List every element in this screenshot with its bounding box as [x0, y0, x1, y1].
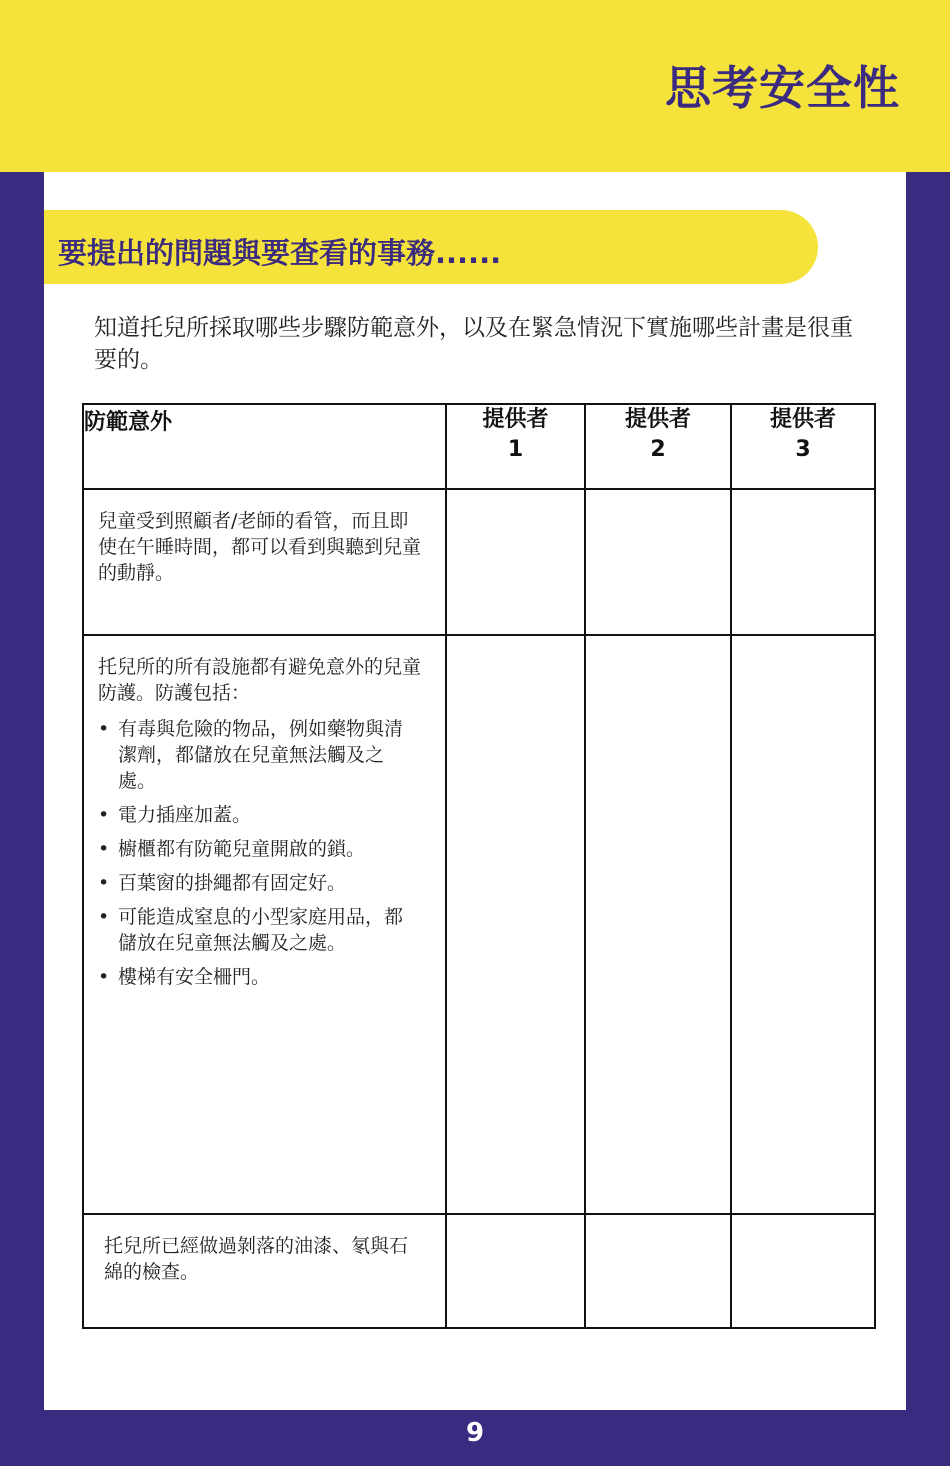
table-row: [83, 1214, 875, 1328]
safety-checklist-table: [82, 403, 876, 1329]
table-header-row: [83, 404, 875, 489]
bullet-item: • 電力插座加蓋。: [98, 804, 252, 826]
provider-number: 2: [650, 437, 666, 462]
bullet-dot: •: [98, 966, 110, 988]
provider-2-check-cell[interactable]: [585, 489, 731, 635]
bullet-item: • 有毒與危險的物品，例如藥物與清潔劑，都儲放在兒童無法觸及之處。: [98, 718, 404, 792]
checklist-item-text: 托兒所已經做過剝落的油漆、氡與石綿的檢查。: [104, 1235, 409, 1283]
checklist-item-cell: [83, 489, 446, 635]
header-provider-3: [731, 404, 875, 489]
provider-label: 提供者: [769, 407, 836, 432]
intro-paragraph: 知道托兒所採取哪些步驟防範意外，以及在緊急情況下實施哪些計畫是很重要的。: [94, 315, 853, 373]
bullet-dot: •: [98, 804, 110, 826]
bullet-dot: •: [98, 906, 110, 928]
bullet-item: • 樓梯有安全柵門。: [98, 966, 271, 988]
checklist-item-text: 兒童受到照顧者/老師的看管，而且即使在午睡時間，都可以看到與聽到兒童的動靜。: [98, 510, 422, 584]
provider-label: 提供者: [482, 407, 549, 432]
header-provider-1: [446, 404, 585, 489]
provider-2-check-cell[interactable]: [585, 635, 731, 1214]
checklist-item-cell: [83, 1214, 446, 1328]
provider-3-check-cell[interactable]: [731, 1214, 875, 1328]
provider-1-check-cell[interactable]: [446, 635, 585, 1214]
section-heading: 要提出的問題與要查看的事務......: [58, 236, 502, 270]
header-provider-2: [585, 404, 731, 489]
bullet-item: • 櫥櫃都有防範兒童開啟的鎖。: [98, 838, 366, 860]
page-number: 9: [465, 1418, 485, 1448]
provider-label: 提供者: [624, 407, 691, 432]
checklist-item-text: [84, 636, 445, 990]
page-title: 思考安全性: [665, 61, 900, 115]
provider-3-check-cell[interactable]: [731, 635, 875, 1214]
bullet-dot: •: [98, 838, 110, 860]
bullet-item: • 百葉窗的掛繩都有固定好。: [98, 872, 347, 894]
bullet-dot: •: [98, 872, 110, 894]
header-accident-prevention: 防範意外: [83, 404, 446, 489]
bullet-dot: •: [98, 718, 110, 740]
provider-1-check-cell[interactable]: [446, 1214, 585, 1328]
provider-3-check-cell[interactable]: [731, 489, 875, 635]
bullet-list: [98, 716, 421, 990]
bullet-item: • 可能造成窒息的小型家庭用品，都儲放在兒童無法觸及之處。: [98, 906, 404, 954]
table-row: [83, 489, 875, 635]
provider-number: 1: [507, 437, 524, 462]
table-row: [83, 635, 875, 1214]
checklist-item-intro: 托兒所的所有設施都有避免意外的兒童防護。防護包括：: [98, 656, 422, 704]
provider-2-check-cell[interactable]: [585, 1214, 731, 1328]
checklist-item-cell: [83, 635, 446, 1214]
provider-number: 3: [795, 437, 811, 462]
provider-1-check-cell[interactable]: [446, 489, 585, 635]
